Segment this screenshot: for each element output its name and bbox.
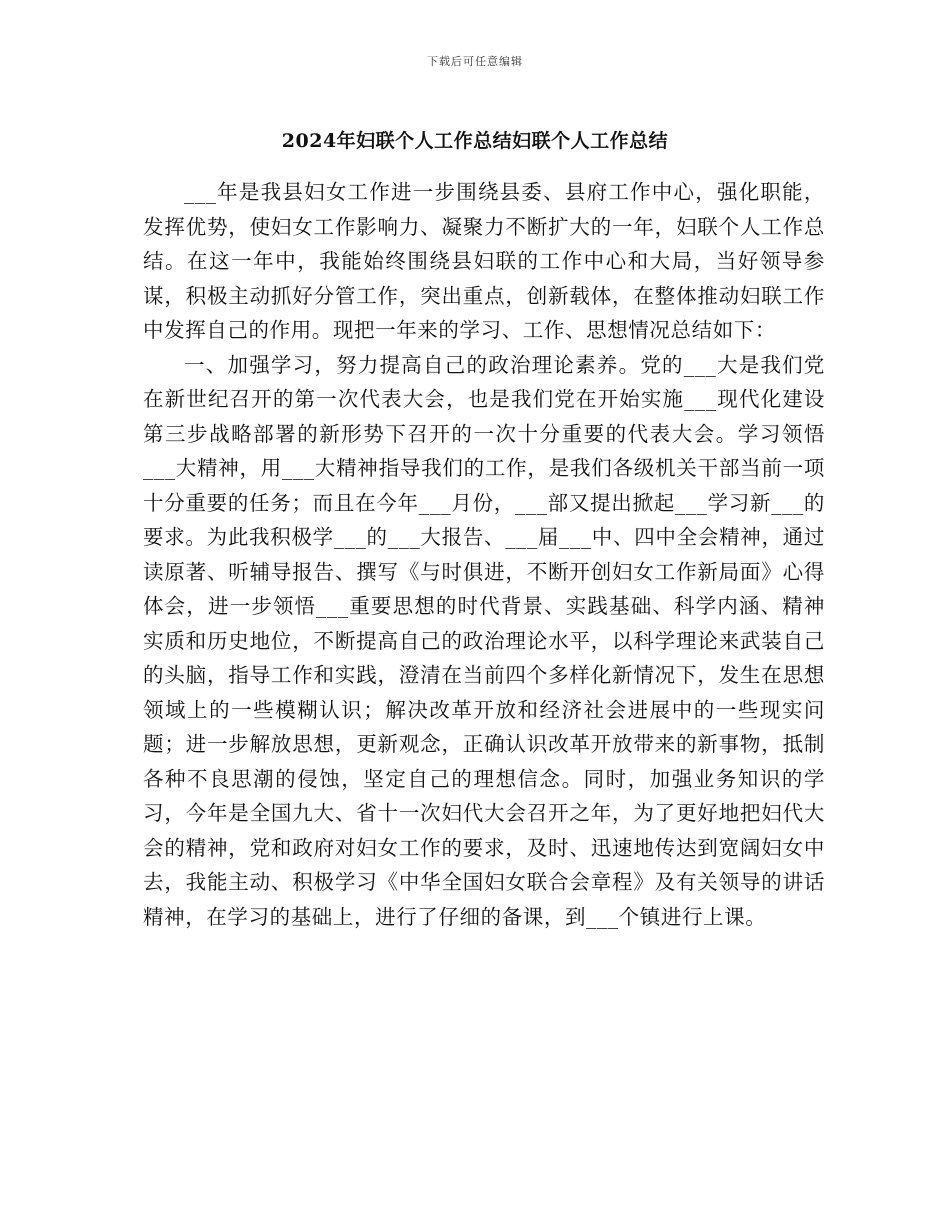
document-body [143,175,825,934]
page-header-note: 下载后可任意编辑 [427,55,523,68]
paragraph-section-1: 一、加强学习，努力提高自己的政治理论素养。党的___大是我们党在新世纪召开的第一次代表大会，也是我们党在开始实施___现代化建设第三步战略部署的新形势下召开的一次十分重要的代表大会。学习领悟___大精神，用___大精神指导我们的工作，是我们各级机关干部当前一项十分重要的任务；而且在今年___月份，___部又提出掀起___学习新___的要求。为此我积极学___的___大报告、___届___中、四中全会精神，通过读原著、听辅导报告、撰写《与时俱进，不断开创妇女工作新局面》心得体会，进一步领悟___重要思想的时代背景、实践基础、科学内涵、精神实质和历史地位，不断提高自己的政治理论水平，以科学理论来武装自己的头脑，指导工作和实践，澄清在当前四个多样化新情况下，发生在思想领域上的一些模糊认识；解决改革开放和经济社会进展中的一些现实问题；进一步解放思想，更新观念，正确认识改革开放带来的新事物，抵制各种不良思潮的侵蚀，坚定自己的理想信念。同时，加强业务知识的学习，今年是全国九大、省十一次妇代大会召开之年，为了更好地把妇代大会的精神，党和政府对妇女工作的要求，及时、迅速地传达到宽阔妇女中去，我能主动、积极学习《中华全国妇女联合会章程》及有关领导的讲话精神，在学习的基础上，进行了仔细的备课，到___个镇进行上课。 [143,352,825,929]
document-title: 2024年妇联个人工作总结妇联个人工作总结 [281,130,669,152]
paragraph-intro: ___年是我县妇女工作进一步围绕县委、县府工作中心，强化职能，发挥优势，使妇女工作影响力、凝聚力不断扩大的一年，妇联个人工作总结。在这一年中，我能始终围绕县妇联的工作中心和大局，当好领导参谋，积极主动抓好分管工作，突出重点，创新载体，在整体推动妇联工作中发挥自己的作用。现把一年来的学习、工作、思想情况总结如下： [143,180,825,342]
